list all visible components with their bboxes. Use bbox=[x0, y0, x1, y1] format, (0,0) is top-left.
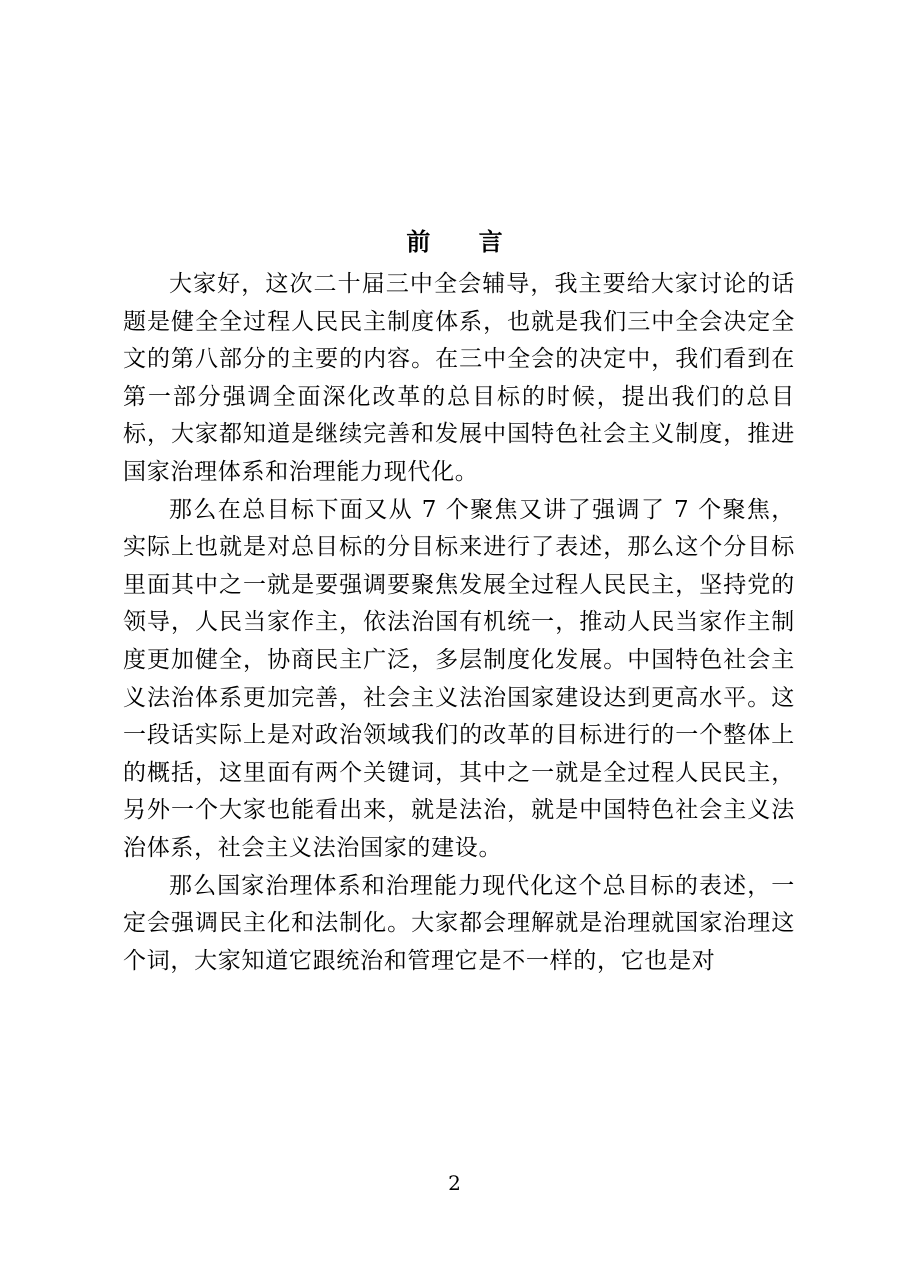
page-heading: 前 言 bbox=[406, 227, 523, 256]
paragraph-1: 大家好，这次二十届三中全会辅导，我主要给大家讨论的话题是健全全过程人民民主制度体系，也就是我们三中全会决定全文的第八部分的主要的内容。在三中全会的决定中，我们看到在第一部分强调全面深化改革的总目标的时候，提出我们的总目标，大家都知道是继续完善和发展中国特色社会主义制度，推进国家治理体系和治理能力现代化。 bbox=[123, 271, 795, 485]
body-text bbox=[123, 266, 795, 980]
page-number: 2 bbox=[448, 1171, 461, 1195]
paragraph-3: 那么国家治理体系和治理能力现代化这个总目标的表述，一定会强调民主化和法制化。大家都会理解就是治理就国家治理这个词，大家知道它跟统治和管理它是不一样的，它也是对 bbox=[123, 872, 795, 974]
paragraph-2: 那么在总目标下面又从 7 个聚焦又讲了强调了 7 个聚焦，实际上也就是对总目标的分目标来进行了表述，那么这个分目标里面其中之一就是要强调要聚焦发展全过程人民民主，坚持党的领导，人民当家作主，依法治国有机统一，推动人民当家作主制度更加健全，协商民主广泛，多层制度化发展。中国特色社会主义法治体系更加完善，社会主义法治国家建设达到更高水平。这一段话实际上是对政治领域我们的改革的目标进行的一个整体上的概括，这里面有两个关键词，其中之一就是全过程人民民主，另外一个大家也能看出来，就是法治，就是中国特色社会主义法治体系，社会主义法治国家的建设。 bbox=[123, 496, 795, 861]
